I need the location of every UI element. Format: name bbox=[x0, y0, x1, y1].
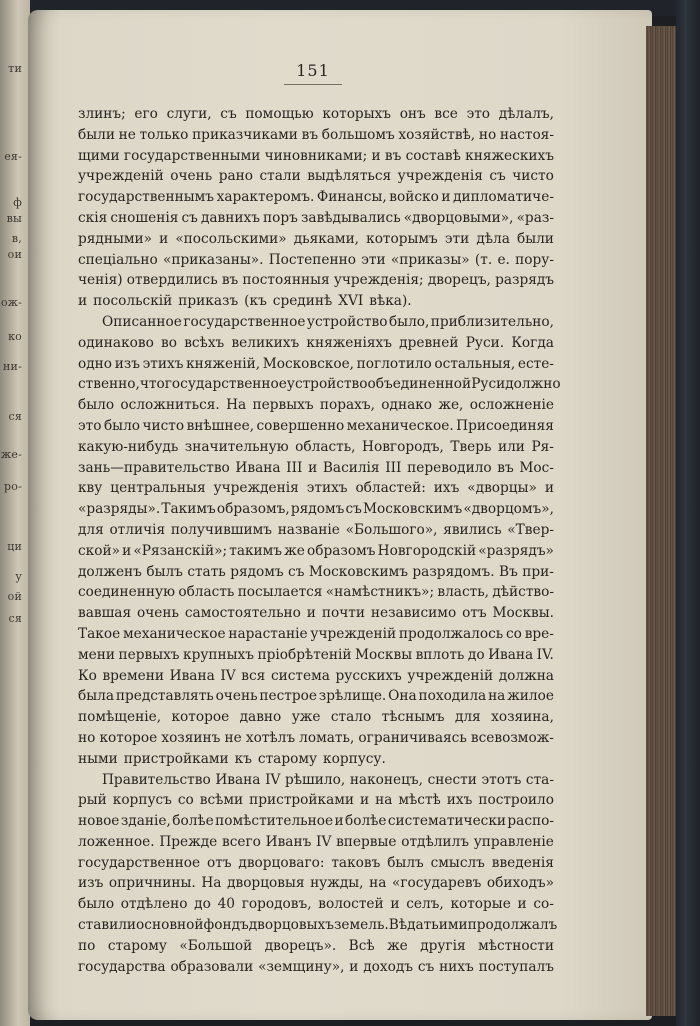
facing-page-text-fragment: ож- bbox=[0, 296, 22, 309]
body-text bbox=[78, 104, 561, 977]
text-line: одинаково во всѣхъ великихъ княженіяхъ древней Руси. Когда bbox=[78, 334, 554, 351]
text-line: но которое хозяинъ не хотѣлъ ломать, ограничиваясь всевозмож- bbox=[78, 729, 554, 746]
text-line: вавшая очень самостоятельно и почти независимо отъ Москвы. bbox=[78, 605, 554, 622]
text-line: ставили основной фондъ дворцовыхъ земель. Вѣдать ими продолжалъ bbox=[78, 917, 558, 934]
text-line: злинъ; его слуги, съ помощью которыхъ онъ все это дѣлалъ, bbox=[78, 106, 554, 122]
book-spine bbox=[676, 0, 700, 1026]
text-line: было отдѣлено до 40 городовъ, волостей и селъ, которые и со- bbox=[78, 896, 554, 913]
facing-page-text-fragment: ти bbox=[8, 62, 22, 75]
text-line: Ко времени Ивана IV вся система русскихъ учрежденій должна bbox=[78, 667, 554, 684]
previous-page-edge bbox=[0, 0, 30, 1026]
text-line: Правительство Ивана IV рѣшило, наконецъ, снести этотъ ста- bbox=[102, 771, 554, 788]
facing-page-text-fragment: ни- bbox=[3, 360, 22, 373]
facing-page-text-fragment: ой bbox=[7, 590, 22, 603]
text-line: это было чисто внѣшнее, совершенно механическое. Присоединяя bbox=[78, 417, 554, 434]
text-line: рядными» и «посольскими» дьяками, которымъ эти дѣла были bbox=[78, 230, 554, 247]
text-line: ченія) отвердились въ постоянныя учрежденія; дворецъ, разрядъ bbox=[78, 272, 554, 289]
facing-page-text-fragment: в, bbox=[11, 232, 22, 245]
text-line: щими государственными чиновниками; и въ составѣ княжескихъ bbox=[78, 147, 554, 164]
page-number: 151 bbox=[296, 61, 330, 80]
facing-page-text-fragment: вы bbox=[6, 212, 22, 225]
facing-page-text-fragment: ф bbox=[13, 196, 22, 209]
text-line: и посольскій приказъ (къ срединѣ XVI вѣка). bbox=[78, 293, 412, 310]
facing-page-text-fragment: ци bbox=[7, 540, 22, 553]
text-line: скія сношенія съ давнихъ поръ завѣдывались «дворцовыми», «раз- bbox=[78, 209, 554, 226]
text-line: новое зданіе, болѣе помѣстительное и болѣе систематически распо- bbox=[78, 813, 554, 830]
text-line: долженъ былъ стать рядомъ съ Московскимъ разрядомъ. Въ при- bbox=[78, 563, 554, 580]
text-line: помѣщеніе, которое давно уже стало тѣснымъ для хозяина, bbox=[78, 709, 554, 726]
text-line: мени первыхъ крупныхъ пріобрѣтеній Москвы вплоть до Ивана IV. bbox=[78, 646, 554, 663]
text-line: ными пристройками къ старому корпусу. bbox=[78, 750, 386, 767]
facing-page-text-fragment: ои bbox=[7, 248, 22, 261]
facing-page-text-fragment: у bbox=[15, 570, 22, 583]
text-line: ственно, что государственное устройство объединенной Руси должно bbox=[78, 376, 561, 393]
facing-page-text-fragment: ся bbox=[8, 612, 22, 625]
text-line: зань—правительство Ивана III и Василія III переводило въ Мос- bbox=[78, 459, 554, 476]
text-line: одно изъ этихъ княженій, Московское, поглотило остальныя, есте- bbox=[78, 355, 554, 372]
text-line: было осложниться. На первыхъ порахъ, однако же, осложненіе bbox=[78, 397, 554, 414]
text-line: государственнымъ характеромъ. Финансы, войско и дипломатиче- bbox=[78, 189, 554, 206]
text-line: Такое механическое нарастаніе учрежденій продолжалось со вре- bbox=[78, 625, 554, 642]
text-line: какую-нибудь значительную область, Новгородъ, Тверь или Ря- bbox=[78, 438, 554, 455]
facing-page-text-fragment: же- bbox=[1, 448, 22, 461]
page-stack-edge bbox=[646, 26, 676, 1016]
text-line: для отличія получившимъ названіе «Большого», явились «Твер- bbox=[78, 521, 554, 538]
text-line: была представлять очень пестрое зрѣлище. Она походила на жилое bbox=[78, 688, 554, 705]
facing-page-text-fragment: ся bbox=[8, 410, 22, 423]
text-line: ской» и «Рязанскій»; такимъ же образомъ Новгородскій «разрядъ» bbox=[78, 542, 554, 559]
text-line: были не только приказчиками въ большомъ хозяйствѣ, но настоя- bbox=[78, 126, 554, 143]
page-number-rule bbox=[284, 84, 342, 85]
text-line: Описанное государственное устройство было, приблизительно, bbox=[102, 313, 554, 330]
facing-page-text-fragment: ко bbox=[8, 330, 22, 343]
text-line: по старому «Большой дворецъ». Всѣ же другія мѣстности bbox=[78, 937, 554, 954]
facing-page-text-fragment: ея- bbox=[4, 150, 22, 163]
text-line: спеціально «приказаны». Постепенно эти «приказы» (т. е. пору- bbox=[78, 251, 554, 268]
text-line: учрежденій очень рано стали выдѣляться учрежденія съ чисто bbox=[78, 168, 554, 185]
text-line: кву центральныя учрежденія этихъ областей: ихъ «дворцы» и bbox=[78, 480, 554, 497]
text-line: «разряды». Такимъ образомъ, рядомъ съ Московскимъ «дворцомъ», bbox=[78, 501, 554, 518]
text-line: соединенную область посылается «намѣстникъ»; власть, дѣйство- bbox=[78, 584, 554, 601]
facing-page-text-fragment: ро- bbox=[4, 480, 22, 493]
text-line: изъ опричнины. На дворцовыя нужды, на «государевъ обиходъ» bbox=[78, 875, 554, 892]
text-line: государства образовали «земщину», и доходъ съ нихъ поступалъ bbox=[78, 958, 554, 975]
text-line: государственное отъ дворцоваго: таковъ былъ смыслъ введенія bbox=[78, 854, 554, 871]
text-line: рый корпусъ со всѣми пристройками и на мѣстѣ ихъ построило bbox=[78, 792, 554, 809]
text-line: ложенное. Прежде всего Иванъ IV впервые отдѣлилъ управленіе bbox=[78, 833, 554, 850]
